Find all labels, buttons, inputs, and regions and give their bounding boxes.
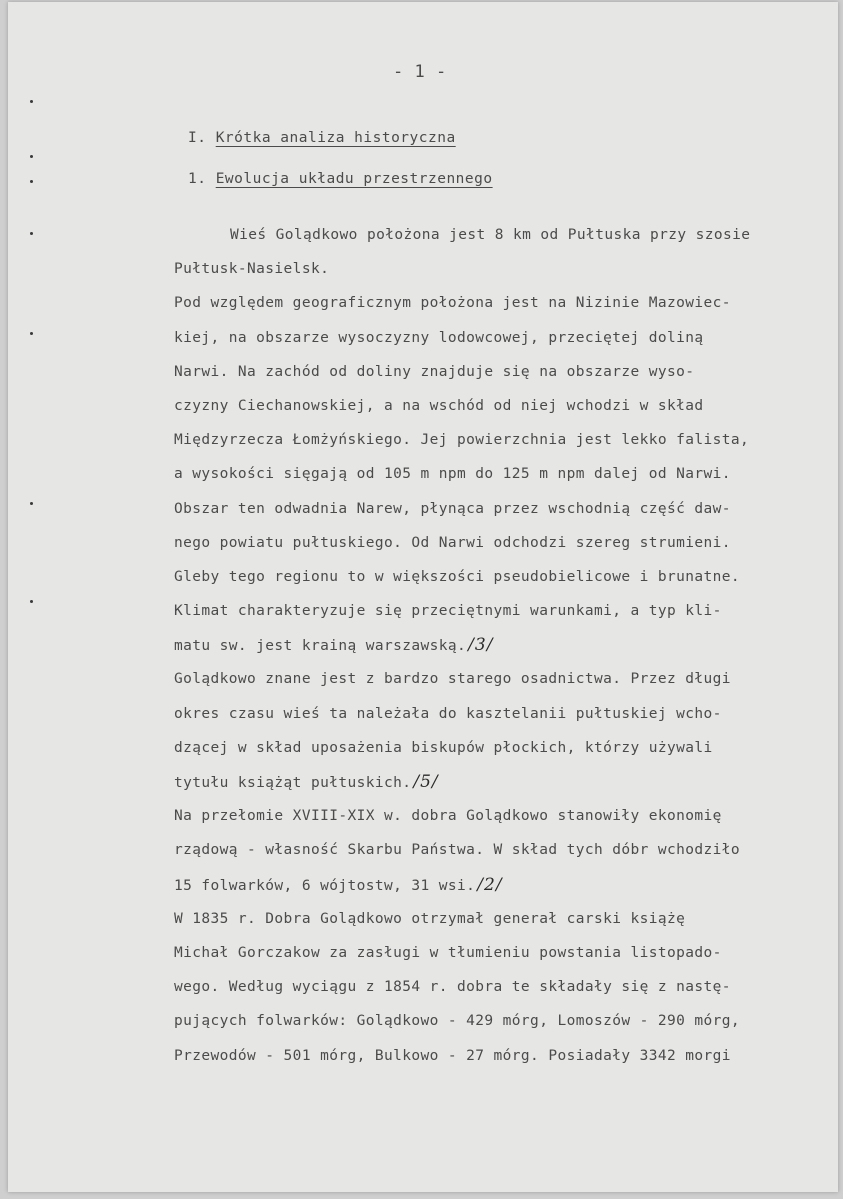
text-line-content: tytułu książąt pułtuskich.: [174, 775, 412, 791]
subsection-heading-title: Ewolucja układu przestrzennego: [215, 171, 493, 187]
text-line: Gleby tego regionu to w większości pseudobielicowe i brunatne.: [174, 568, 741, 585]
text-line: Wieś Golądkowo położona jest 8 km od Pułtuska przy szosie: [230, 227, 751, 243]
text-line: wego. Według wyciągu z 1854 r. dobra te składały się z nastę-: [174, 979, 731, 996]
binder-holes: [30, 2, 40, 1192]
text-line: Przewodów - 501 mórg, Bulkowo - 27 mórg. Posiadały 3342 morgi: [174, 1047, 731, 1064]
body-text: [174, 218, 834, 1073]
text-line: Michał Gorczakow za zasługi w tłumieniu powstania listopado-: [174, 944, 722, 961]
text-line: rządową - własność Skarbu Państwa. W skład tych dóbr wchodziło: [174, 842, 741, 859]
text-line: kiej, na obszarze wysoczyzny lodowcowej, przeciętej doliną: [174, 329, 704, 346]
binder-hole: [30, 232, 33, 235]
text-line: Pułtusk-Nasielsk.: [174, 261, 330, 278]
binder-hole: [30, 180, 33, 183]
document-page: [8, 2, 838, 1192]
text-line-content: matu sw. jest krainą warszawską.: [174, 638, 467, 655]
text-line: W 1835 r. Dobra Golądkowo otrzymał generał carski książę: [174, 910, 686, 927]
binder-hole: [30, 155, 33, 158]
text-line: a wysokości sięgają od 105 m npm do 125 m npm dalej od Narwi.: [174, 466, 731, 483]
binder-hole: [30, 100, 33, 103]
text-line: [174, 628, 834, 662]
section-heading-number: I.: [188, 130, 216, 146]
text-line: czyzny Ciechanowskiej, a na wschód od niej wchodzi w skład: [174, 397, 704, 414]
text-line: Międzyrzecza Łomżyńskiego. Jej powierzchnia jest lekko falista,: [174, 432, 750, 449]
text-line: Narwi. Na zachód od doliny znajduje się na obszarze wyso-: [174, 363, 695, 380]
section-heading-title: Krótka analiza historyczna: [215, 130, 456, 146]
text-line: okres czasu wieś ta należała do kasztelanii pułtuskiej wcho-: [174, 705, 722, 722]
section-heading: [188, 130, 456, 146]
text-line: nego powiatu pułtuskiego. Od Narwi odchodzi szereg strumieni.: [174, 534, 731, 551]
text-line: Obszar ten odwadnia Narew, płynąca przez wschodnią część daw-: [174, 500, 731, 517]
binder-hole: [30, 502, 33, 505]
footnote-reference: /5/: [413, 772, 439, 792]
text-line: Na przełomie XVIII-XIX w. dobra Golądkowo stanowiły ekonomię: [174, 808, 722, 825]
binder-hole: [30, 332, 33, 335]
text-line: Pod względem geograficznym położona jest na Nizinie Mazowiec-: [174, 295, 731, 312]
page-number: - 1 -: [393, 62, 447, 82]
subsection-heading: [188, 171, 493, 187]
text-line: [174, 868, 834, 902]
text-line: Golądkowo znane jest z bardzo starego osadnictwa. Przez długi: [174, 671, 731, 688]
subsection-heading-number: 1.: [188, 171, 216, 187]
text-line: [174, 765, 834, 799]
text-line: dzącej w skład uposażenia biskupów płockich, którzy używali: [174, 739, 713, 756]
text-line: Klimat charakteryzuje się przeciętnymi warunkami, a typ kli-: [174, 603, 722, 620]
binder-hole: [30, 600, 33, 603]
text-line-content: 15 folwarków, 6 wójtostw, 31 wsi.: [174, 877, 476, 894]
text-line: pujących folwarków: Golądkowo - 429 mórg, Lomoszów - 290 mórg,: [174, 1013, 741, 1030]
footnote-reference: /2/: [477, 874, 503, 895]
footnote-reference: /3/: [468, 635, 494, 656]
